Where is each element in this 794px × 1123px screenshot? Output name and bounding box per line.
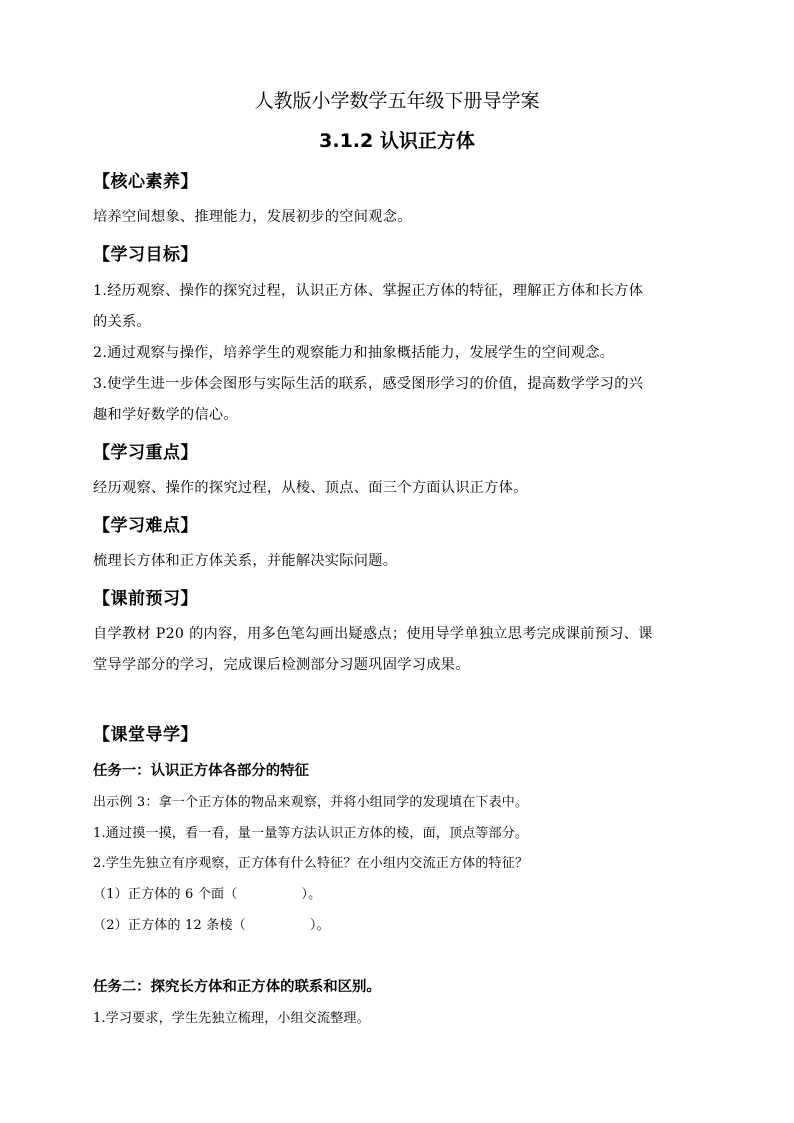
goal-1-line-1: 1.经历观察、操作的探究过程，认识正方体、掌握正方体的特征，理解正方体和长方体 <box>93 283 644 299</box>
question-1-suffix: ）。 <box>301 887 322 902</box>
key-points-heading: 【学习重点】 <box>93 443 198 463</box>
task-1-title: 任务一：认识正方体各部分的特征 <box>93 763 309 779</box>
goal-2: 2.通过观察与操作，培养学生的观察能力和抽象概括能力，发展学生的空间观念。 <box>93 345 615 361</box>
goals-heading: 【学习目标】 <box>93 245 198 265</box>
task-2-title: 任务二：探究长方体和正方体的联系和区别。 <box>93 979 381 995</box>
goal-3-line-2: 趣和学好数学的信心。 <box>93 407 238 423</box>
task-2-step-1: 1.学习要求，学生先独立梳理，小组交流整理。 <box>93 1011 370 1026</box>
goal-3-line-1: 3.使学生进一步体会图形与实际生活的联系，感受图形学习的价值，提高数学学习的兴 <box>93 376 644 392</box>
preview-heading: 【课前预习】 <box>93 589 198 609</box>
preview-line-2: 堂导学部分的学习，完成课后检测部分习题巩固学习成果。 <box>93 657 470 673</box>
classroom-heading: 【课堂导学】 <box>93 725 198 745</box>
task-1-question-2 <box>93 914 330 933</box>
task-1-step-1: 1.通过摸一摸，看一看，量一量等方法认识正方体的棱，面，顶点等部分。 <box>93 826 529 841</box>
task-1-step-2: 2.学生先独立有序观察，正方体有什么特征？在小组内交流正方体的特征？ <box>93 856 529 871</box>
question-1-prefix: （1）正方体的 6 个面（ <box>93 887 238 902</box>
preview-line-1: 自学教材 P20 的内容，用多色笔勾画出疑惑点；使用导学单独立思考完成课前预习、课 <box>93 626 653 642</box>
difficulty-heading: 【学习难点】 <box>93 516 198 536</box>
key-points-text: 经历观察、操作的探究过程，从棱、顶点、面三个方面认识正方体。 <box>93 480 528 496</box>
core-text: 培养空间想象、推理能力，发展初步的空间观念。 <box>93 209 412 225</box>
question-2-suffix: ）。 <box>309 918 330 933</box>
task-1-example: 出示例 3：拿一个正方体的物品来观察，并将小组同学的发现填在下表中。 <box>93 795 529 810</box>
document-title: 人教版小学数学五年级下册导学案 <box>254 90 540 112</box>
task-1-question-1 <box>93 883 321 902</box>
difficulty-text: 梳理长方体和正方体关系，并能解决实际问题。 <box>93 553 398 569</box>
goal-1-line-2: 的关系。 <box>93 314 151 330</box>
question-2-prefix: （2）正方体的 12 条棱（ <box>93 918 246 933</box>
lesson-title: 3.1.2 认识正方体 <box>319 130 475 152</box>
core-heading: 【核心素养】 <box>93 172 198 192</box>
